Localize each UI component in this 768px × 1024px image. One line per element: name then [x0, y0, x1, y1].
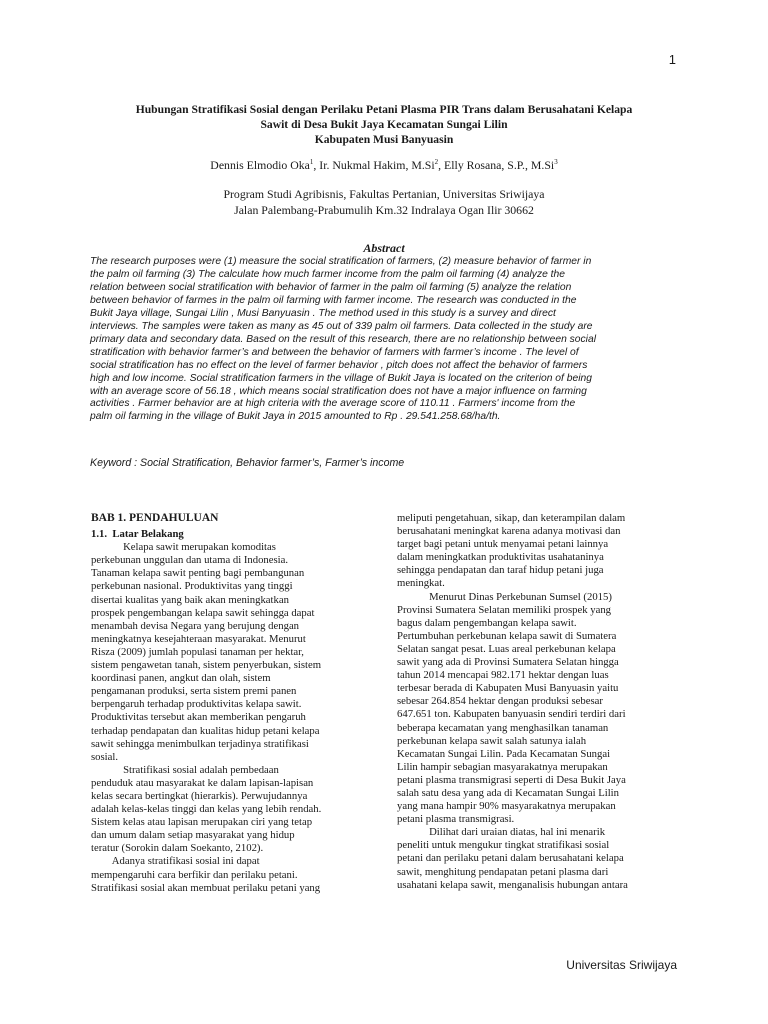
body-line: sawit yang ada di Provinsi Sumatera Selatan hingga — [397, 656, 619, 669]
body-line: adalah kelas-kelas tinggi dan kelas yang lebih rendah. — [91, 803, 322, 816]
body-line: yang mana hampir 90% masyarakatnya merupakan — [397, 800, 616, 813]
page-number: 1 — [668, 52, 676, 67]
body-line: terhadap pendapatan dan kualitas hidup petani kelapa — [91, 724, 320, 737]
body-line: Adanya stratifikasi sosial ini dapat — [91, 855, 260, 868]
body-line: 647.651 ton. Kabupaten banyuasin sendiri terdiri dari — [397, 708, 626, 721]
body-line: Produktivitas tersebut akan memberikan pengaruh — [91, 711, 306, 724]
author-list — [90, 158, 678, 173]
body-line: Stratifikasi sosial akan membuat perilaku petani yang — [91, 881, 321, 894]
body-line: peneliti untuk mengukur tingkat stratifikasi sosial — [397, 839, 610, 852]
author-name: Dennis Elmodio Oka — [210, 158, 310, 172]
abstract-line: stratification with behavior farmer’s and between the behavior of farmers with farmer’s income . The level of — [90, 346, 579, 358]
body-line: Kelapa sawit merupakan komoditas — [91, 541, 276, 554]
abstract-line: Bukit Jaya village, Sungai Lilin , Musi Banyuasin . The method used in this study is a survey and direct — [90, 307, 556, 319]
abstract-line: palm oil farming in the village of Bukit Jaya in 2015 amounted to Rp . 29.541.258.68/ha/th. — [90, 411, 501, 423]
body-line: koordinasi panen, angkut dan olah, sistem — [91, 672, 271, 685]
body-line: beberapa kecamatan yang menghasilkan tanaman — [397, 721, 609, 734]
paper-title — [100, 102, 668, 147]
chapter-heading: BAB 1. PENDAHULUAN — [91, 512, 219, 524]
body-line: petani plasma transmigrasi. — [397, 813, 515, 826]
body-line: perkebunan kelapa sawit salah satunya ialah — [397, 734, 587, 747]
body-line: berpengaruh terhadap produktivitas kelapa sawit. — [91, 698, 302, 711]
body-line: penduduk atau masyarakat ke dalam lapisan-lapisan — [91, 776, 314, 789]
body-line: Selatan sangat pesat. Luas areal perkebunan kelapa — [397, 642, 616, 655]
body-line: meliputi pengetahuan, sikap, dan keterampilan dalam — [397, 512, 626, 524]
title-line: Hubungan Stratifikasi Sosial dengan Perilaku Petani Plasma PIR Trans dalam Berusahatani Kelapa — [135, 103, 633, 116]
body-line: meningkatnya kesejahteraan masyarakat. Menurut — [91, 632, 306, 645]
affiliation-line: Jalan Palembang-Prabumulih Km.32 Indralaya Ogan Ilir 30662 — [234, 203, 534, 217]
body-line: sawit sehingga menimbulkan terjadinya stratifikasi — [91, 737, 309, 750]
body-line: Kecamatan Sungai Lilin. Pada Kecamatan Sungai — [397, 747, 611, 760]
keywords: Keyword : Social Stratification, Behavior farmer’s, Farmer’s income — [90, 457, 405, 469]
author-superscript: 1 — [309, 158, 314, 167]
body-line: Risza (2009) jumlah populasi tanaman per hektar, — [91, 645, 304, 658]
abstract-line: interviews. The samples were taken as many as 45 out of 339 palm oil farmers. Data collected in the study are — [90, 320, 593, 332]
body-line: petani plasma transmigrasi seperti di Desa Bukit Jaya — [397, 773, 626, 786]
abstract-line: between behavior of farmes in the palm oil farming with farmer income. The research was conducted in the — [90, 294, 577, 306]
abstract-line: high and low income. Social stratification farmers in the village of Bukit Jaya is located on the criterion of being — [90, 372, 592, 384]
body-line: dalam meningkatkan produktivitas usahataninya — [397, 551, 604, 564]
abstract-line: primary data and secondary data. Based on the result of this research, there are no relationship between social — [90, 333, 596, 345]
author-name: , Elly Rosana, S.P., M.Si — [438, 158, 555, 172]
author-name: , Ir. Nukmal Hakim, M.Si — [313, 158, 435, 172]
body-line: usahatani kelapa sawit, menganalisis hubungan antara — [397, 878, 628, 891]
abstract-line: social stratification has no effect on the level of farmer behavior , pitch does not affect the behavior of farmers — [90, 359, 588, 371]
footer-university: Universitas Sriwijaya — [566, 958, 677, 972]
body-line: berusahatani meningkat karena adanya motivasi dan — [397, 525, 621, 538]
section-heading: 1.1. Latar Belakang — [91, 528, 184, 541]
abstract-heading: Abstract — [363, 241, 405, 255]
author-superscript: 3 — [554, 158, 558, 167]
body-line: Lilin hampir sebagian masyarakatnya merupakan — [397, 760, 608, 773]
body-line: prospek pengembangan kelapa sawit sehingga dapat — [91, 606, 315, 619]
abstract-line: the palm oil farming (3) The calculate how much farmer income from the palm oil farming (4) analyze the — [90, 268, 565, 280]
body-line: Sistem kelas atau lapisan merupakan ciri yang tetap — [91, 816, 313, 829]
body-line: target bagi petani untuk menyamai petani lainnya — [397, 538, 609, 551]
affiliation — [90, 186, 678, 218]
body-line: sawit, menghitung pendapatan petani plasma dari — [397, 865, 609, 878]
body-line: Tanaman kelapa sawit penting bagi pembangunan — [91, 567, 305, 580]
body-line: Stratifikasi sosial adalah pembedaan — [91, 763, 279, 776]
abstract-line: with an average score of 56.18 , which means social stratification does not have a major influence on farming — [90, 385, 587, 397]
body-line: sistem pengawetan tanah, sistem penyerbukan, sistem — [91, 659, 322, 672]
abstract-line: relation between social stratification with behavior of farmer in the palm oil farming (5) analyze the relation — [90, 281, 572, 293]
body-line: Pertumbuhan perkebunan kelapa sawit di Sumatera — [397, 629, 617, 642]
body-line: disertai kualitas yang baik akan meningkatkan — [91, 593, 289, 606]
body-line: bagus dalam pengembangan kelapa sawit. — [397, 616, 577, 629]
title-line: Sawit di Desa Bukit Jaya Kecamatan Sungai Lilin — [260, 118, 508, 131]
body-line: sehingga pendapatan dan taraf hidup petani juga — [397, 564, 604, 577]
affiliation-line: Program Studi Agribisnis, Fakultas Pertanian, Universitas Sriwijaya — [223, 187, 545, 201]
left-column — [91, 512, 381, 895]
abstract-body — [90, 256, 690, 424]
body-line: teratur (Sorokin dalam Soekanto, 2102). — [91, 842, 264, 855]
body-line: petani dan perilaku petani dalam berusahatani kelapa — [397, 852, 624, 865]
body-line: mempengaruhi cara berfikir dan perilaku petani. — [91, 868, 298, 881]
body-line: meningkat. — [397, 577, 445, 590]
body-line: menambah devisa Negara yang berujung dengan — [91, 619, 300, 632]
title-line: Kabupaten Musi Banyuasin — [314, 133, 454, 146]
body-line: Dilihat dari uraian diatas, hal ini menarik — [397, 826, 606, 839]
body-line: kelas secara bertingkat (hierarkis). Perwujudannya — [91, 789, 308, 802]
body-line: terbesar berada di Kabupaten Musi Banyuasin yaitu — [397, 682, 619, 695]
body-line: perkebunan nasional. Produktivitas yang tinggi — [91, 580, 293, 593]
body-line: tahun 2014 mencapai 982.171 hektar dengan luas — [397, 669, 609, 682]
body-line: sosial. — [91, 750, 119, 763]
right-column — [397, 512, 687, 892]
body-line: sebesar 264.854 hektar dengan produksi sebesar — [397, 695, 603, 708]
author-superscript: 2 — [434, 158, 439, 167]
abstract-line: The research purposes were (1) measure the social stratification of farmers, (2) measure behavior of farmer in — [90, 256, 592, 267]
body-line: dan umum dalam setiap masyarakat yang hidup — [91, 829, 295, 842]
body-line: perkebunan unggulan dan utama di Indonesia. — [91, 554, 289, 567]
body-line: Menurut Dinas Perkebunan Sumsel (2015) — [397, 590, 612, 603]
body-line: pengamanan produksi, serta sistem premi panen — [91, 685, 297, 698]
abstract-line: activities . Farmer behavior are at high criteria with the average score of 110.11 . Farmers' income from the — [90, 398, 576, 410]
body-line: Provinsi Sumatera Selatan memiliki prospek yang — [397, 603, 612, 616]
body-line: salah satu desa yang ada di Kecamatan Sungai Lilin — [397, 786, 619, 799]
